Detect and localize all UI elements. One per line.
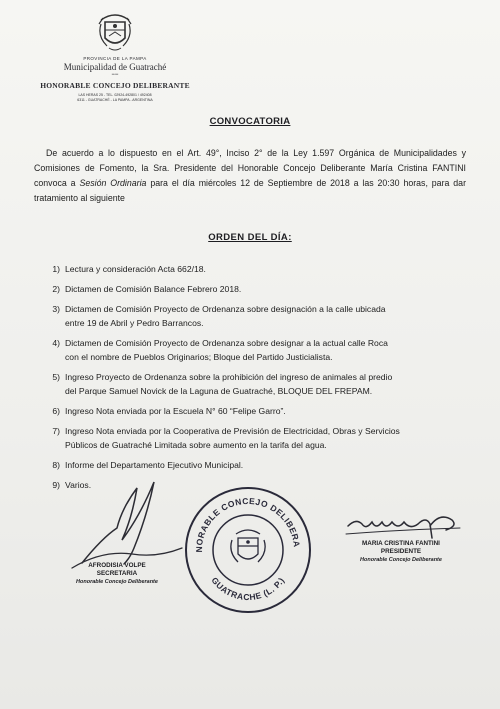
secretary-role: SECRETARIA bbox=[96, 570, 138, 577]
agenda-item-number: 5) bbox=[52, 372, 60, 382]
agenda-item-line: Ingreso Nota enviada por la Escuela N° 60 “Felipe Garro”. bbox=[65, 406, 286, 416]
agenda-item bbox=[36, 302, 472, 330]
intro-session: Sesión Ordinaria bbox=[79, 178, 147, 188]
agenda-item-number: 6) bbox=[52, 406, 60, 416]
agenda-item-line-2: con el nombre de Pueblos Originarios; Bloque del Partido Justicialista. bbox=[65, 352, 333, 362]
agenda-item-line: Dictamen de Comisión Proyecto de Ordenanza sobre designar a la actual calle Roca bbox=[65, 338, 388, 348]
address-line-1: LAS HERAS 25 - TEL. 02924-492801 / 492408 bbox=[78, 93, 152, 97]
agenda-item-number: 9) bbox=[52, 480, 60, 490]
agenda-item-number: 1) bbox=[52, 264, 60, 274]
president-name: MARIA CRISTINA FANTINI bbox=[362, 540, 440, 547]
stamp-top-text: NORABLE CONCEJO DELIBERA bbox=[193, 495, 303, 553]
agenda-item-line: Varios. bbox=[65, 480, 92, 490]
president-org: Honorable Concejo Deliberante bbox=[360, 557, 442, 563]
agenda-item-text bbox=[65, 370, 472, 398]
agenda-item-line: Ingreso Nota enviada por la Cooperativa de Previsión de Electricidad, Obras y Servicios bbox=[65, 426, 400, 436]
agenda-item bbox=[36, 262, 472, 276]
letterhead-address bbox=[40, 93, 190, 103]
secretary-name-block bbox=[62, 562, 172, 586]
signature-secretary bbox=[62, 468, 202, 598]
agenda-item-line-2: Públicos de Guatraché Limitada sobre aumento en la tarifa del agua. bbox=[65, 440, 327, 450]
agenda-item-number: 7) bbox=[52, 426, 60, 436]
agenda-item-line-2: entre 19 de Abril y Pedro Barrancos. bbox=[65, 318, 204, 328]
coat-of-arms-icon bbox=[95, 10, 135, 54]
agenda-item-text bbox=[65, 404, 472, 418]
agenda-item-line: Lectura y consideración Acta 662/18. bbox=[65, 264, 206, 274]
intro-text-1: De acuerdo a lo dispuesto en el Art. 49°, Inciso 2° de la Ley 1.597 Orgánica de Municipalidades y Comisiones de Fomento, la Sra. Presidente del Honorable Concejo Deliberante María Cristina FANTINI convoca a bbox=[34, 148, 466, 188]
intro-paragraph bbox=[34, 146, 466, 206]
agenda-item bbox=[36, 370, 472, 398]
letterhead bbox=[40, 10, 190, 103]
signature-president bbox=[326, 504, 476, 584]
agenda-item-line: Dictamen de Comisión Proyecto de Ordenanza sobre designación a la calle ubicada bbox=[65, 304, 386, 314]
agenda-item-text bbox=[65, 262, 472, 276]
intro-text-2: para el día miércoles 12 de Septiembre de 2018 a las 20:30 horas, para dar tratamiento al siguiente bbox=[34, 178, 466, 203]
president-name-block bbox=[326, 540, 476, 564]
agenda-list bbox=[36, 262, 472, 498]
agenda-item-line-2: del Parque Samuel Novick de la Laguna de Guatraché, BLOQUE DEL FREPAM. bbox=[65, 386, 373, 396]
council-stamp bbox=[182, 484, 314, 616]
handwritten-signature-icon bbox=[326, 504, 476, 544]
letterhead-mark: ***** bbox=[111, 73, 119, 77]
address-line-2: 6311 - GUATRACHÉ - LA PAMPA - ARGENTINA bbox=[77, 98, 153, 102]
order-of-day-title: ORDEN DEL DÍA: bbox=[208, 232, 292, 243]
letterhead-council: HONORABLE CONCEJO DELIBERANTE bbox=[40, 81, 190, 90]
agenda-item-number: 2) bbox=[52, 284, 60, 294]
agenda-item-number: 3) bbox=[52, 304, 60, 314]
secretary-org: Honorable Concejo Deliberante bbox=[76, 579, 158, 585]
agenda-item-text bbox=[65, 336, 472, 364]
agenda-item-line: Ingreso Proyecto de Ordenanza sobre la prohibición del ingreso de animales al predio bbox=[65, 372, 393, 382]
letterhead-province: PROVINCIA DE LA PAMPA bbox=[83, 56, 147, 61]
president-role: PRESIDENTE bbox=[380, 548, 422, 555]
agenda-item-text bbox=[65, 424, 472, 452]
stamp-bottom-text: GUATRACHE (L. P.) bbox=[209, 575, 287, 603]
agenda-item-line: Dictamen de Comisión Balance Febrero 2018. bbox=[65, 284, 242, 294]
agenda-item-text bbox=[65, 302, 472, 330]
secretary-name: AFRODISIA VOLPE bbox=[88, 562, 146, 569]
agenda-item bbox=[36, 424, 472, 452]
agenda-item bbox=[36, 336, 472, 364]
agenda-item-line: Informe del Departamento Ejecutivo Municipal. bbox=[65, 460, 244, 470]
agenda-item-number: 4) bbox=[52, 338, 60, 348]
stamp-seal-icon bbox=[182, 484, 314, 616]
agenda-item bbox=[36, 282, 472, 296]
agenda-item-number: 8) bbox=[52, 460, 60, 470]
letterhead-municipality: Municipalidad de Guatraché bbox=[63, 62, 167, 72]
agenda-item-text bbox=[65, 282, 472, 296]
agenda-item bbox=[36, 404, 472, 418]
document-title: CONVOCATORIA bbox=[209, 116, 291, 127]
